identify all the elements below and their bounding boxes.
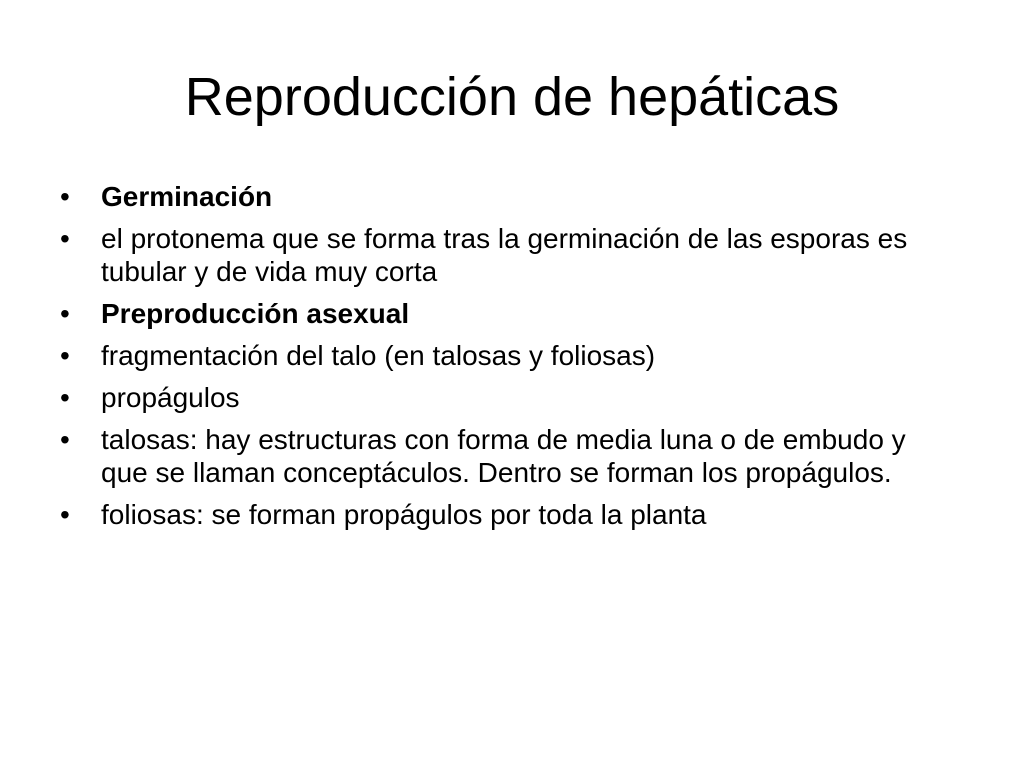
bullet-text: fragmentación del talo (en talosas y foliosas): [101, 340, 656, 371]
bullet-item-reproduccion-asexual: [60, 297, 960, 330]
bullet-item-propagulos: [60, 381, 960, 414]
slide-title: Reproducción de hepáticas: [184, 67, 840, 127]
bullet-text: el protonema que se forma tras la germinación de las esporas es tubular y de vida muy corta: [101, 223, 908, 287]
bullet-item-protonema: [60, 222, 960, 288]
bullet-text: talosas: hay estructuras con forma de media luna o de embudo y que se llaman conceptáculos. Dentro se forman los propágulos.: [101, 424, 906, 488]
bullet-item-foliosas: [60, 498, 960, 531]
bullet-item-talosas: [60, 423, 960, 489]
bullet-text: propágulos: [101, 382, 240, 413]
bullet-text: Preproducción asexual: [101, 298, 410, 329]
bullet-list: [60, 180, 960, 540]
bullet-icon: •: [60, 340, 70, 371]
bullet-icon: •: [60, 424, 70, 455]
bullet-item-germinacion: [60, 180, 960, 213]
bullet-item-fragmentacion: [60, 339, 960, 372]
bullet-icon: •: [60, 181, 70, 212]
bullet-icon: •: [60, 298, 70, 329]
bullet-icon: •: [60, 499, 70, 530]
bullet-icon: •: [60, 382, 70, 413]
bullet-text: Germinación: [101, 181, 273, 212]
bullet-icon: •: [60, 223, 70, 254]
bullet-text: foliosas: se forman propágulos por toda la planta: [101, 499, 707, 530]
